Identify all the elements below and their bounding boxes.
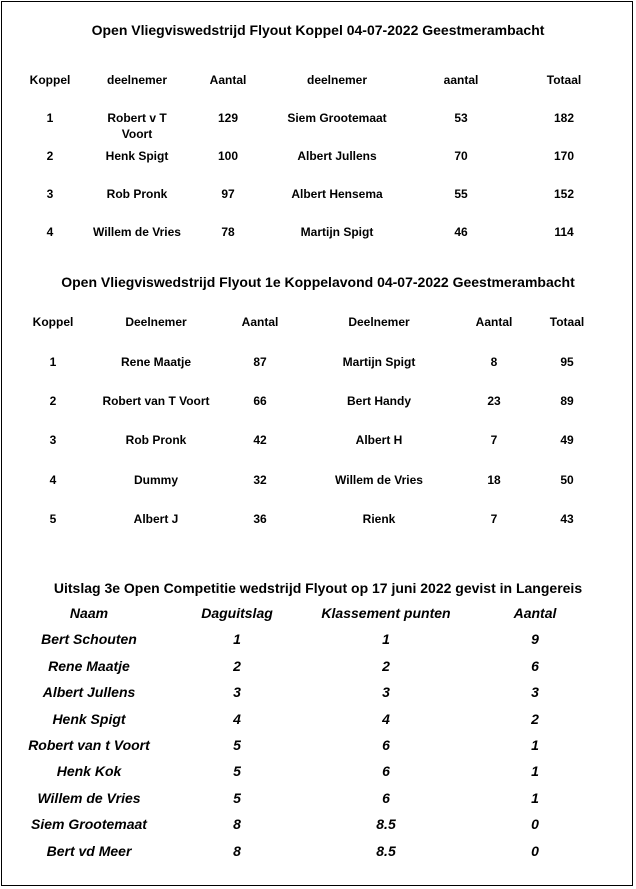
table3-row-6-cell-0: Henk Kok — [56, 763, 122, 779]
table1-row-1-cell-2: 129 — [217, 111, 239, 125]
table2-row-1-cell-5: 95 — [560, 355, 574, 369]
table2-row-3-cell-2: 42 — [253, 433, 267, 447]
table2-title: Open Vliegviswedstrijd Flyout 1e Koppelavond 04-07-2022 Geestmerambacht — [61, 274, 575, 290]
table1-row-1-cell-0: 1 — [46, 111, 54, 125]
table1-title: Open Vliegviswedstrijd Flyout Koppel 04-07-2022 Geestmerambacht — [91, 22, 545, 38]
table3-row-8-cell-3: 0 — [531, 816, 539, 832]
table3-header-2: Klassement punten — [321, 605, 451, 621]
table3-row-3-cell-2: 3 — [382, 684, 390, 700]
table3-row-5-cell-2: 6 — [382, 737, 390, 753]
table2-row-4-cell-0: 4 — [49, 473, 57, 487]
table1-row-1-cell-1: Robert v T Voort — [107, 111, 167, 141]
table1-row-4-cell-0: 4 — [46, 225, 54, 239]
table2-row-2-cell-3: Bert Handy — [346, 394, 412, 408]
table2-row-5-cell-0: 5 — [49, 512, 57, 526]
table2-header-0: Koppel — [32, 315, 74, 329]
table3-row-7-cell-0: Willem de Vries — [37, 790, 141, 806]
table2-row-4-cell-2: 32 — [253, 473, 267, 487]
table3-row-1-cell-0: Bert Schouten — [41, 631, 137, 647]
table2-row-3-cell-1: Rob Pronk — [125, 433, 187, 447]
table2-row-2-cell-5: 89 — [560, 394, 574, 408]
table3-row-6-cell-1: 5 — [233, 763, 241, 779]
table2-row-4-cell-3: Willem de Vries — [335, 473, 423, 487]
table2-row-3-cell-0: 3 — [49, 433, 57, 447]
table1-header-2: Aantal — [209, 73, 247, 87]
table3-header-3: Aantal — [513, 605, 557, 621]
table3-row-8-cell-1: 8 — [233, 816, 241, 832]
table3-row-5-cell-1: 5 — [233, 737, 241, 753]
table2-header-5: Totaal — [549, 315, 585, 329]
table2-header-4: Aantal — [475, 315, 513, 329]
table3-header-1: Daguitslag — [201, 605, 273, 621]
table3-row-4-cell-2: 4 — [382, 711, 390, 727]
table2-row-4-cell-4: 18 — [487, 473, 501, 487]
table1-row-2-cell-1: Henk Spigt — [105, 149, 169, 163]
table3-row-8-cell-0: Siem Grootemaat — [31, 816, 147, 832]
table1-row-2-cell-0: 2 — [46, 149, 54, 163]
table2-header-3: Deelnemer — [348, 315, 410, 329]
table1-row-1-cell-4: 53 — [454, 111, 468, 125]
table3-row-4-cell-0: Henk Spigt — [52, 711, 126, 727]
table3-row-1-cell-2: 1 — [382, 631, 390, 647]
table2-row-2-cell-2: 66 — [253, 394, 267, 408]
table1-row-4-cell-5: 114 — [554, 225, 574, 239]
table1-row-2-cell-3: Albert Jullens — [297, 149, 377, 163]
table3-row-4-cell-1: 4 — [233, 711, 241, 727]
table3-row-8-cell-2: 8.5 — [376, 816, 396, 832]
table3-row-3-cell-1: 3 — [233, 684, 241, 700]
table2-row-4-cell-1: Dummy — [133, 473, 179, 487]
table2-row-2-cell-0: 2 — [49, 394, 57, 408]
table3-row-2-cell-1: 2 — [233, 658, 241, 674]
table3-row-3-cell-0: Albert Jullens — [42, 684, 136, 700]
table1-row-3-cell-5: 152 — [553, 187, 575, 201]
table1-row-1-cell-3: Siem Grootemaat — [287, 111, 387, 125]
table1-row-1-cell-5: 182 — [553, 111, 575, 125]
table3-row-7-cell-1: 5 — [233, 790, 241, 806]
table1-row-2-cell-4: 70 — [454, 149, 468, 163]
table2-row-5-cell-4: 7 — [490, 512, 498, 526]
table1-row-4-cell-2: 78 — [221, 225, 235, 239]
table3-row-9-cell-0: Bert vd Meer — [46, 843, 132, 859]
table2-row-5-cell-2: 36 — [253, 512, 267, 526]
table3-row-6-cell-3: 1 — [531, 763, 539, 779]
table1-header-0: Koppel — [29, 73, 71, 87]
table1-row-3-cell-4: 55 — [454, 187, 468, 201]
table2-row-5-cell-1: Albert J — [133, 512, 179, 526]
table3-row-4-cell-3: 2 — [531, 711, 539, 727]
table2-row-1-cell-1: Rene Maatje — [120, 355, 192, 369]
table3-title: Uitslag 3e Open Competitie wedstrijd Flyout op 17 juni 2022 gevist in Langereis — [53, 580, 583, 596]
table1-row-3-cell-1: Rob Pronk — [106, 187, 168, 201]
table1-header-3: deelnemer — [306, 73, 368, 87]
table1-row-3-cell-3: Albert Hensema — [291, 187, 383, 201]
table2-row-1-cell-2: 87 — [253, 355, 267, 369]
table2-row-2-cell-4: 23 — [487, 394, 501, 408]
table1-row-4-cell-3: Martijn Spigt — [300, 225, 374, 239]
table2-row-1-cell-4: 8 — [490, 355, 498, 369]
table2-row-5-cell-5: 43 — [560, 512, 574, 526]
table3-header-0: Naam — [69, 605, 109, 621]
table1-row-4-cell-1: Willem de Vries — [93, 225, 181, 239]
table1-header-4: aantal — [443, 73, 479, 87]
table2-row-2-cell-1: Robert van T Voort — [102, 394, 210, 408]
table3-row-2-cell-0: Rene Maatje — [48, 658, 130, 674]
table3-row-3-cell-3: 3 — [531, 684, 539, 700]
table2-row-3-cell-4: 7 — [490, 433, 498, 447]
table1-row-3-cell-2: 97 — [221, 187, 235, 201]
table3-row-9-cell-2: 8.5 — [376, 843, 396, 859]
table3-row-1-cell-3: 9 — [531, 631, 539, 647]
table3-row-5-cell-0: Robert van t Voort — [28, 737, 150, 753]
table3-row-6-cell-2: 6 — [382, 763, 390, 779]
table2-row-4-cell-5: 50 — [560, 473, 574, 487]
table2-row-1-cell-0: 1 — [49, 355, 57, 369]
table3-row-1-cell-1: 1 — [233, 631, 241, 647]
table2-row-5-cell-3: Rienk — [362, 512, 396, 526]
table3-row-2-cell-2: 2 — [382, 658, 390, 674]
table1-row-3-cell-0: 3 — [46, 187, 54, 201]
table3-row-9-cell-3: 0 — [531, 843, 539, 859]
table2-header-2: Aantal — [241, 315, 279, 329]
table3-row-5-cell-3: 1 — [531, 737, 539, 753]
table1-row-2-cell-2: 100 — [217, 149, 239, 163]
table1-header-1: deelnemer — [106, 73, 168, 87]
table1-header-5: Totaal — [546, 73, 582, 87]
table3-row-2-cell-3: 6 — [531, 658, 539, 674]
table1-row-2-cell-5: 170 — [553, 149, 575, 163]
table3-row-7-cell-3: 1 — [531, 790, 539, 806]
table2-row-3-cell-3: Albert H — [355, 433, 403, 447]
table2-header-1: Deelnemer — [125, 315, 187, 329]
table3-row-9-cell-1: 8 — [233, 843, 241, 859]
table2-row-3-cell-5: 49 — [560, 433, 574, 447]
table1-row-4-cell-4: 46 — [454, 225, 468, 239]
table3-row-7-cell-2: 6 — [382, 790, 390, 806]
table2-row-1-cell-3: Martijn Spigt — [342, 355, 416, 369]
